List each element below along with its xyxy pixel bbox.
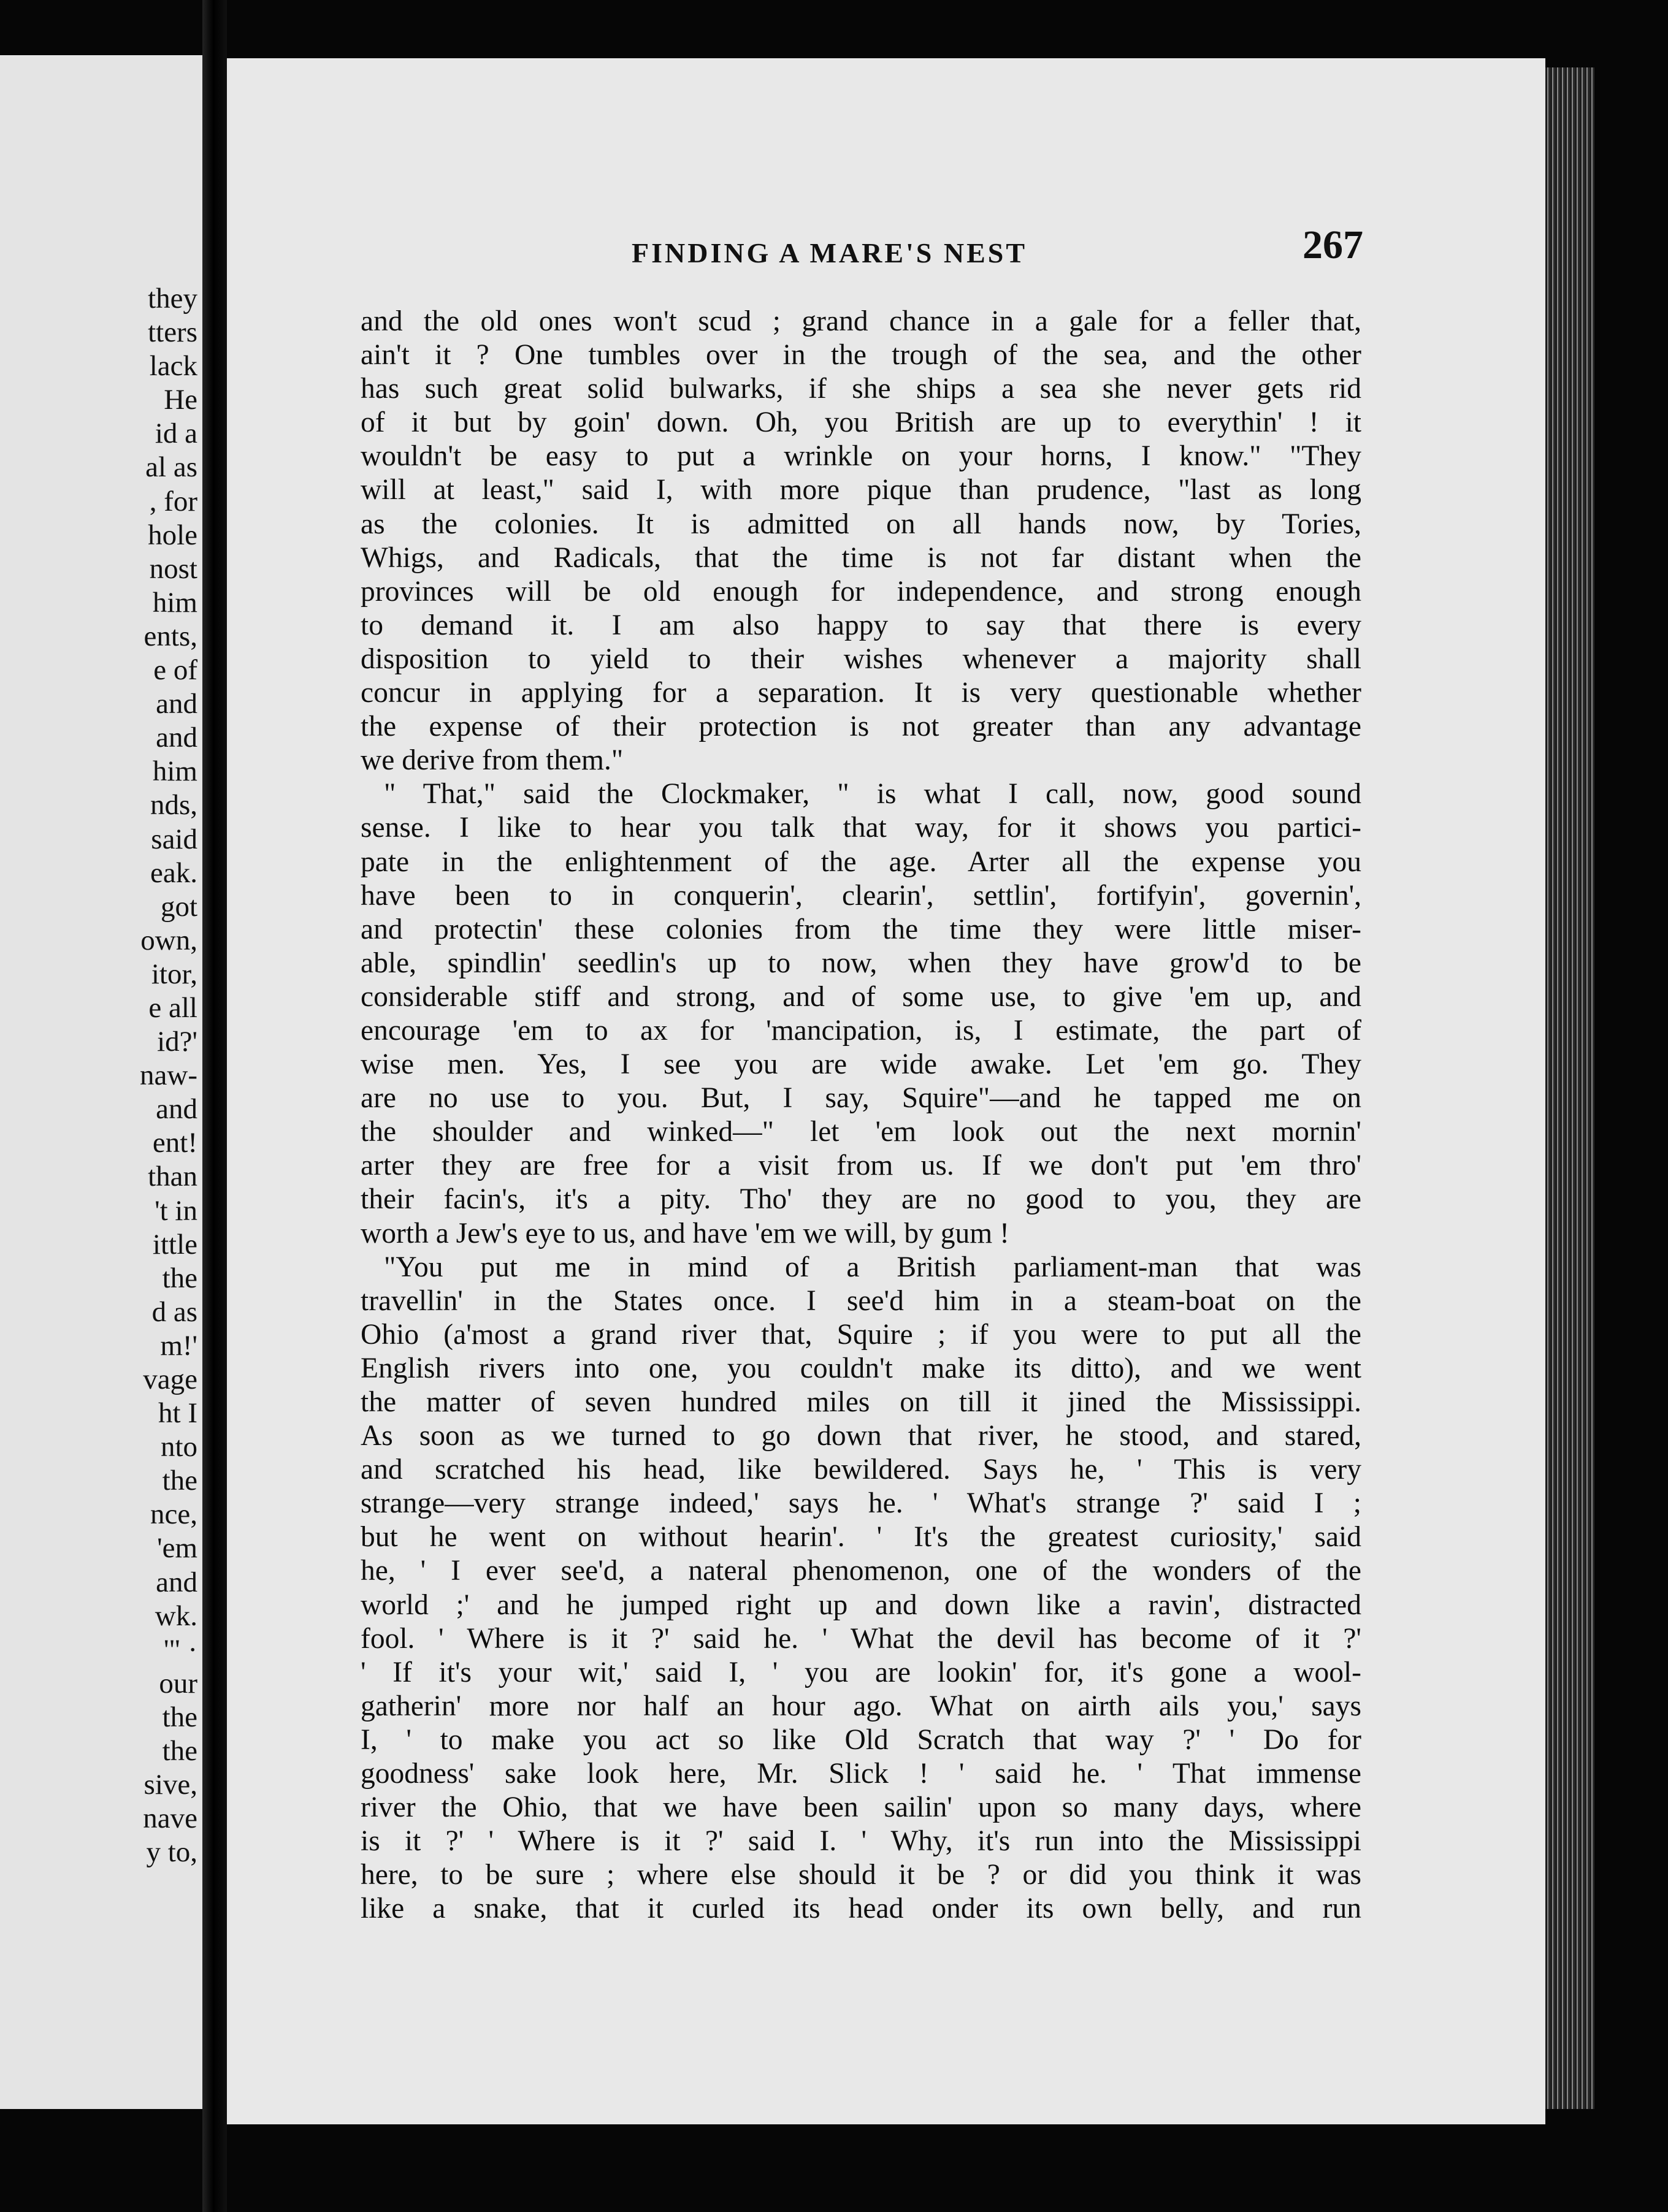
text-line: of it but by goin' down. Oh, you British are up to everythin' ! it [361, 406, 1361, 439]
left-fragment-line: him [152, 755, 197, 788]
text-line: and protectin' these colonies from the time they were little miser- [361, 913, 1361, 945]
left-page [0, 55, 202, 2109]
text-line: English rivers into one, you couldn't make its ditto), and we went [361, 1352, 1361, 1384]
text-line: travellin' in the States once. I see'd him in a steam-boat on the [361, 1284, 1361, 1317]
left-fragment-line: the [162, 1701, 197, 1733]
left-fragment-line: '" · [163, 1633, 197, 1666]
text-line: goodness' sake look here, Mr. Slick ! ' said he. ' That immense [361, 1758, 1361, 1790]
text-line: pate in the enlightenment of the age. Arter all the expense you [361, 845, 1361, 878]
page-edges [1545, 67, 1594, 2109]
left-fragment-line: nds, [150, 789, 197, 822]
text-line: have been to in conquerin', clearin', settlin', fortifyin', governin', [361, 879, 1361, 912]
left-fragment-line: m!' [160, 1329, 197, 1362]
left-page-fragments [140, 282, 197, 1869]
text-line: concur in applying for a separation. It is very questionable whether [361, 677, 1361, 709]
text-line: Ohio (a'most a grand river that, Squire ; if you were to put all the [361, 1318, 1361, 1351]
left-fragment-line: ents, [143, 620, 197, 652]
left-fragment-line: nost [149, 552, 197, 585]
left-fragment-line: ent! [152, 1127, 197, 1159]
text-line: wouldn't be easy to put a wrinkle on your horns, I know." "They [361, 440, 1361, 473]
left-fragment-line: He [164, 384, 197, 416]
page-number: 267 [1303, 223, 1363, 267]
left-fragment-line: nave [143, 1802, 197, 1835]
text-line: has such great solid bulwarks, if she ships a sea she never gets rid [361, 373, 1361, 405]
left-fragment-line: ittle [152, 1228, 197, 1260]
left-fragment-line: got [160, 890, 197, 923]
left-fragment-line: the [162, 1735, 197, 1768]
left-fragment-line: tters [148, 316, 197, 349]
text-line: will at least," said I, with more pique than prudence, "last as long [361, 474, 1361, 506]
left-fragment-line: the [162, 1262, 197, 1294]
left-fragment-line: 'em [157, 1532, 197, 1565]
text-line: disposition to yield to their wishes whenever a majority shall [361, 643, 1361, 675]
left-fragment-line: nto [160, 1431, 197, 1463]
text-line: but he went on without hearin'. ' It's the greatest curiosity,' said [361, 1521, 1361, 1554]
left-fragment-line: vage [143, 1363, 197, 1395]
left-fragment-line: and [156, 722, 197, 754]
left-fragment-line: lack [149, 350, 197, 383]
text-line: the matter of seven hundred miles on till it jined the Mississippi. [361, 1386, 1361, 1418]
left-fragment-line: said [151, 823, 197, 855]
text-line: worth a Jew's eye to us, and have 'em we will, by gum ! [361, 1217, 1009, 1249]
left-fragment-line: wk. [155, 1600, 197, 1632]
left-fragment-line: him [152, 586, 197, 619]
left-fragment-line: id?' [157, 1026, 197, 1058]
text-line: wise men. Yes, I see you are wide awake. Let 'em go. They [361, 1048, 1361, 1081]
left-fragment-line: e all [148, 991, 197, 1024]
text-line: gatherin' more nor half an hour ago. What on airth ails you,' says [361, 1690, 1361, 1722]
left-fragment-line: naw- [140, 1059, 197, 1092]
text-line: sense. I like to hear you talk that way, for it shows you partici- [361, 812, 1361, 844]
left-fragment-line: ht I [158, 1397, 197, 1430]
text-line: are no use to you. But, I say, Squire"—and he tapped me on [361, 1082, 1361, 1115]
text-line: their facin's, it's a pity. Tho' they are no good to you, they are [361, 1183, 1361, 1216]
left-fragment-line: itor, [151, 958, 197, 990]
text-line: the expense of their protection is not greater than any advantage [361, 711, 1361, 743]
left-fragment-line: hole [148, 519, 197, 551]
text-line: encourage 'em to ax for 'mancipation, is, I estimate, the part of [361, 1014, 1361, 1047]
text-line: arter they are free for a visit from us. If we don't put 'em thro' [361, 1150, 1361, 1182]
left-fragment-line: and [156, 688, 197, 720]
text-line: "You put me in mind of a British parliament-man that was [384, 1251, 1361, 1283]
text-line: and the old ones won't scud ; grand chance in a gale for a feller that, [361, 305, 1361, 337]
text-line: able, spindlin' seedlin's up to now, when they have grow'd to be [361, 947, 1361, 979]
text-line: as the colonies. It is admitted on all hands now, by Tories, [361, 508, 1361, 540]
left-fragment-line: al as [145, 451, 197, 484]
left-fragment-line: own, [140, 924, 197, 956]
text-line: he, ' I ever see'd, a nateral phenomenon, one of the wonders of the [361, 1555, 1361, 1587]
running-head: FINDING A MARE'S NEST [632, 237, 1028, 269]
text-line: to demand it. I am also happy to say that there is every [361, 609, 1361, 641]
page-gutter [202, 0, 227, 2212]
text-line: we derive from them." [361, 744, 624, 777]
text-line: and scratched his head, like bewildered. Says he, ' This is very [361, 1454, 1361, 1486]
left-fragment-line: our [159, 1667, 197, 1699]
text-line: I, ' to make you act so like Old Scratch that way ?' ' Do for [361, 1723, 1361, 1756]
left-fragment-line: they [148, 283, 197, 315]
text-line: fool. ' Where is it ?' said he. ' What the devil has become of it ?' [361, 1622, 1361, 1655]
left-fragment-line: the [162, 1465, 197, 1497]
left-fragment-line: sive, [143, 1769, 197, 1801]
left-fragment-line: id a [155, 418, 197, 450]
left-fragment-line: nce, [150, 1498, 197, 1531]
text-line: river the Ohio, that we have been sailin' upon so many days, where [361, 1791, 1361, 1824]
text-line: the shoulder and winked—" let 'em look out the next mornin' [361, 1116, 1361, 1148]
text-line: Whigs, and Radicals, that the time is not far distant when the [361, 541, 1361, 574]
text-line: like a snake, that it curled its head onder its own belly, and run [361, 1893, 1361, 1925]
text-line: ' If it's your wit,' said I, ' you are lookin' for, it's gone a wool- [361, 1656, 1361, 1688]
left-fragment-line: , for [149, 485, 197, 517]
text-line: strange—very strange indeed,' says he. ' What's strange ?' said I ; [361, 1487, 1361, 1520]
text-line: provinces will be old enough for independence, and strong enough [361, 575, 1361, 608]
text-line: ain't it ? One tumbles over in the trough of the sea, and the other [361, 339, 1361, 372]
left-fragment-line: d as [151, 1295, 197, 1328]
text-line: considerable stiff and strong, and of some use, to give 'em up, and [361, 980, 1361, 1013]
text-line: " That," said the Clockmaker, " is what I call, now, good sound [384, 778, 1361, 810]
text-line: As soon as we turned to go down that river, he stood, and stared, [361, 1420, 1361, 1452]
text-line: is it ?' ' Where is it ?' said I. ' Why, it's run into the Mississippi [361, 1825, 1361, 1858]
left-fragment-line: and [156, 1566, 197, 1598]
left-fragment-line: eak. [150, 856, 197, 889]
text-line: here, to be sure ; where else should it be ? or did you think it was [361, 1859, 1361, 1891]
left-fragment-line: 't in [155, 1194, 197, 1227]
left-fragment-line: and [156, 1093, 197, 1126]
page-body [361, 305, 1361, 1926]
left-fragment-line: e of [153, 654, 197, 687]
text-line: world ;' and he jumped right up and down like a ravin', distracted [361, 1588, 1361, 1621]
left-fragment-line: y to, [146, 1836, 197, 1869]
left-fragment-line: than [148, 1161, 197, 1193]
